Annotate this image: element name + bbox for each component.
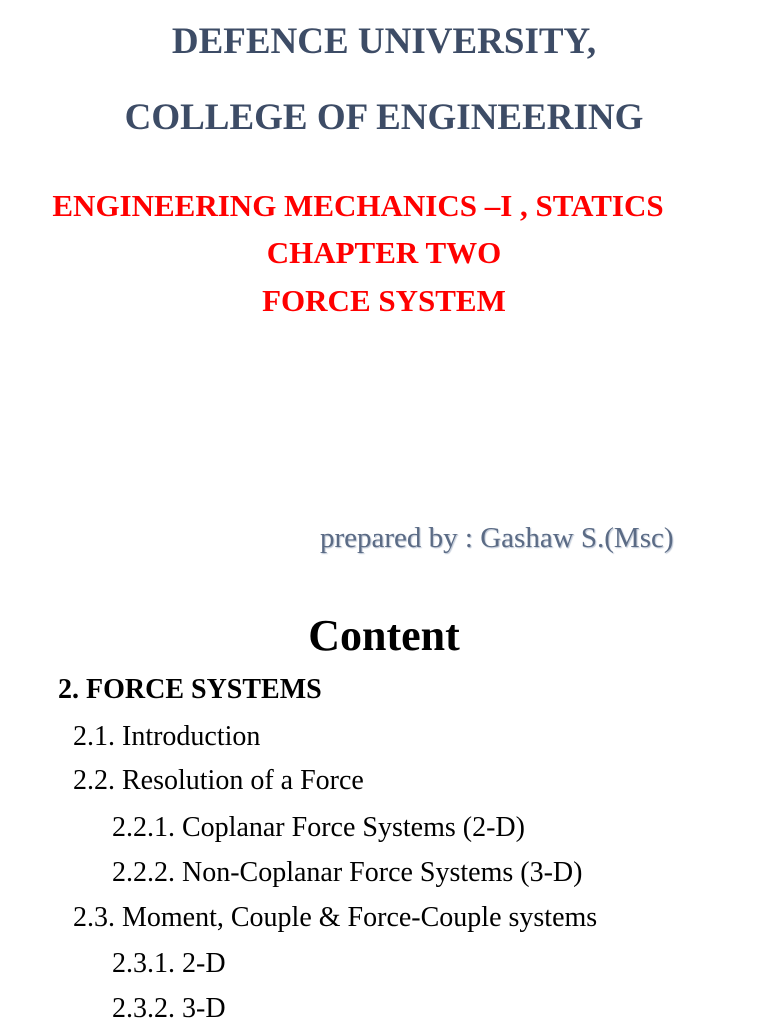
- toc-item: 2.3.1. 2-D: [112, 948, 226, 979]
- content-heading: Content: [308, 611, 460, 660]
- toc-item: 2. FORCE SYSTEMS: [58, 674, 322, 705]
- toc-item: 2.2. Resolution of a Force: [73, 765, 364, 796]
- college-name: COLLEGE OF ENGINEERING: [124, 97, 644, 138]
- chapter-title: CHAPTER TWO: [266, 235, 502, 270]
- toc-item: 2.3. Moment, Couple & Force-Couple systems: [73, 902, 598, 933]
- toc-item: 2.2.2. Non-Coplanar Force Systems (3-D): [112, 857, 583, 888]
- author-credit: prepared by : Gashaw S.(Msc): [320, 522, 674, 554]
- university-name: DEFENCE UNIVERSITY,: [171, 21, 597, 62]
- toc-item: 2.2.1. Coplanar Force Systems (2-D): [112, 812, 525, 843]
- toc-item: 2.1. Introduction: [73, 721, 261, 752]
- toc-item: 2.3.2. 3-D: [112, 993, 226, 1024]
- course-title: ENGINEERING MECHANICS –I , STATICS: [52, 188, 664, 223]
- topic-title: FORCE SYSTEM: [262, 283, 506, 318]
